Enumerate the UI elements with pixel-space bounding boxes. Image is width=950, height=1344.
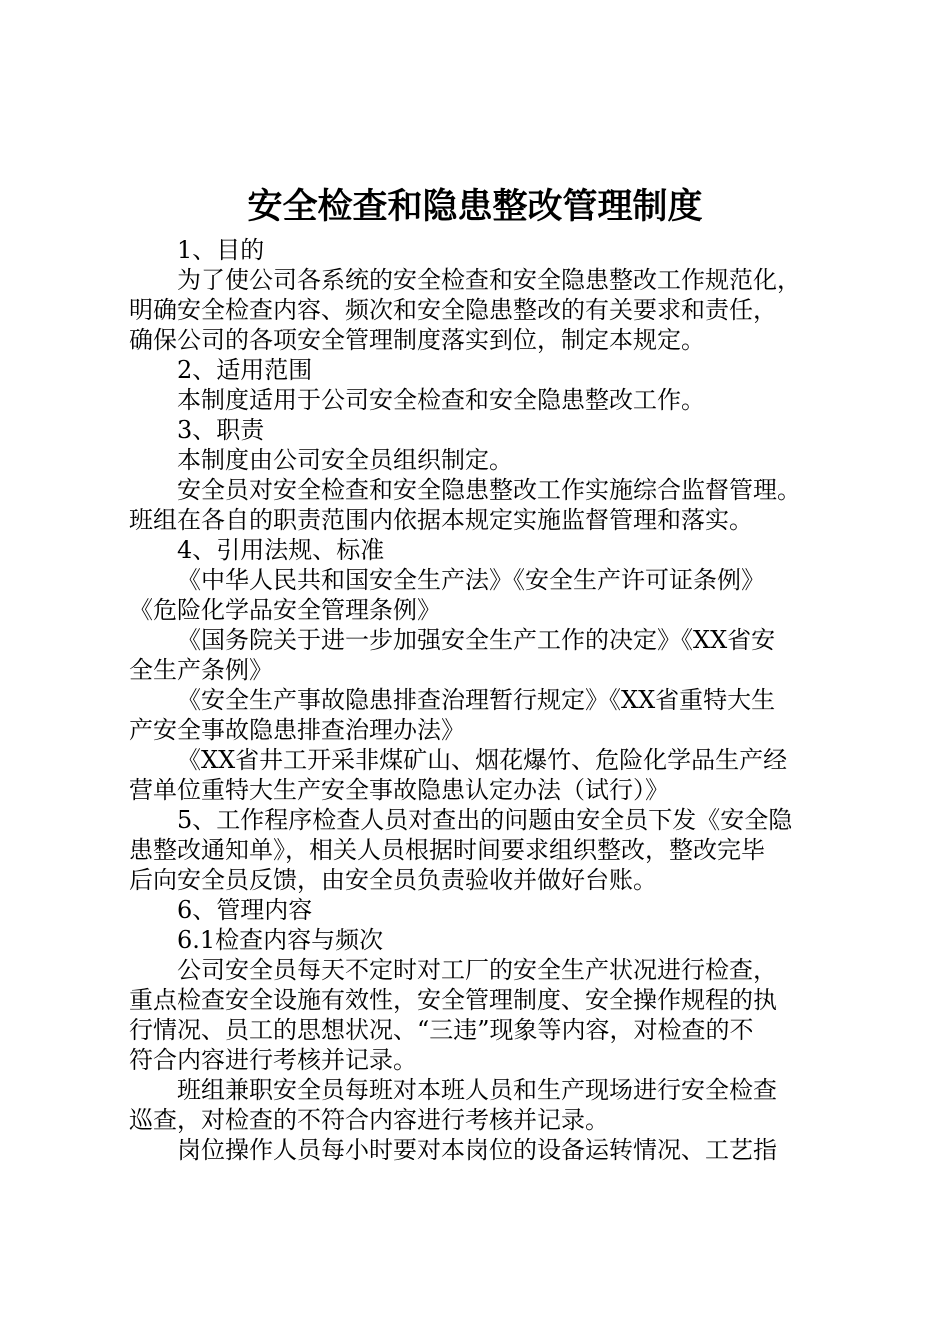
text-line: 《国务院关于进一步加强安全生产工作的决定》《XX省安 — [177, 626, 776, 654]
text-line: 岗位操作人员每小时要对本岗位的设备运转情况、工艺指 — [177, 1136, 777, 1164]
text-line: 确保公司的各项安全管理制度落实到位，制定本规定。 — [129, 326, 705, 354]
text-line: 本制度适用于公司安全检查和安全隐患整改工作。 — [177, 386, 705, 414]
text-line: 4、引用法规、标准 — [177, 536, 385, 564]
text-line: 产安全事故隐患排查治理办法》 — [129, 716, 465, 744]
text-line: 行情况、员工的思想状况、“三违”现象等内容，对检查的不 — [129, 1016, 754, 1044]
text-line: 班组在各自的职责范围内依据本规定实施监督管理和落实。 — [129, 506, 753, 534]
text-line: 6、管理内容 — [177, 896, 313, 924]
text-line: 2、适用范围 — [177, 356, 313, 384]
text-line: 《XX省井工开采非煤矿山、烟花爆竹、危险化学品生产经 — [177, 746, 788, 774]
text-line: 巡查，对检查的不符合内容进行考核并记录。 — [129, 1106, 609, 1134]
text-line: 《危险化学品安全管理条例》 — [129, 596, 441, 624]
text-line: 公司安全员每天不定时对工厂的安全生产状况进行检查， — [177, 956, 777, 984]
text-line: 班组兼职安全员每班对本班人员和生产现场进行安全检查 — [177, 1076, 777, 1104]
text-line: 为了使公司各系统的安全检查和安全隐患整改工作规范化， — [177, 266, 801, 294]
text-line: 5、工作程序检查人员对查出的问题由安全员下发《安全隐 — [177, 806, 793, 834]
text-line: 重点检查安全设施有效性，安全管理制度、安全操作规程的执 — [129, 986, 777, 1014]
text-line: 《中华人民共和国安全生产法》《安全生产许可证条例》 — [177, 566, 765, 594]
document-body — [129, 235, 834, 1165]
text-line: 后向安全员反馈，由安全员负责验收并做好台账。 — [129, 866, 657, 894]
text-line: 符合内容进行考核并记录。 — [129, 1046, 417, 1074]
text-line: 《安全生产事故隐患排查治理暂行规定》《XX省重特大生 — [177, 686, 776, 714]
text-line: 6.1检查内容与频次 — [177, 926, 384, 954]
text-line: 1、目的 — [177, 236, 265, 264]
text-line: 患整改通知单》，相关人员根据时间要求组织整改，整改完毕 — [129, 836, 765, 864]
text-line: 3、职责 — [177, 416, 265, 444]
text-line: 全生产条例》 — [129, 656, 273, 684]
text-line: 营单位重特大生产安全事故隐患认定办法（试行）》 — [129, 776, 669, 804]
document-title: 安全检查和隐患整改管理制度 — [247, 187, 703, 227]
text-line: 明确安全检查内容、频次和安全隐患整改的有关要求和责任， — [129, 296, 777, 324]
text-line: 安全员对安全检查和安全隐患整改工作实施综合监督管理。 — [177, 476, 801, 504]
text-line: 本制度由公司安全员组织制定。 — [177, 446, 513, 474]
